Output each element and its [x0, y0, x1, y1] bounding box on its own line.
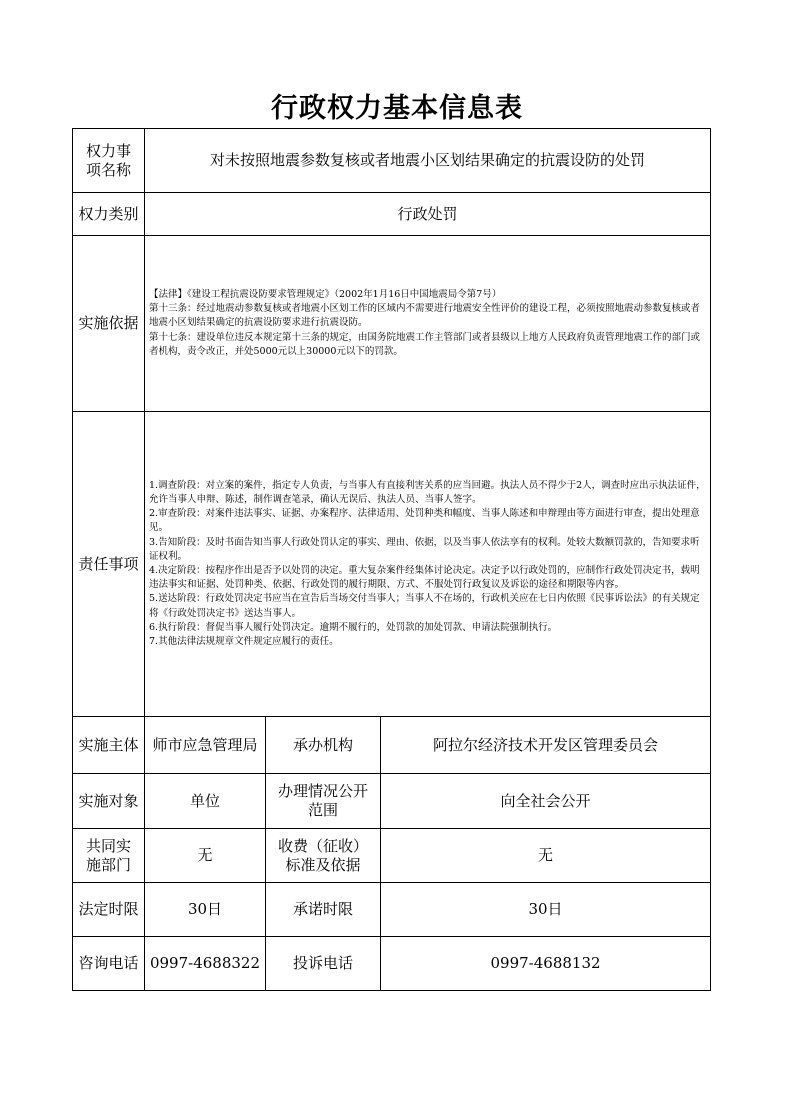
responsibility-line: 3.告知阶段：及时书面告知当事人行政处罚认定的事实、理由、依据，以及当事人依法享有的权利。处较大数额罚款的，告知要求听证权利。 [149, 536, 700, 562]
row-joint [73, 829, 711, 883]
value-fee: 无 [381, 829, 711, 883]
responsibility-line: 6.执行阶段：督促当事人履行处罚决定。逾期不履行的，处罚款的加处罚款、申请法院强制执行。 [149, 621, 558, 633]
basis-line: 【法律】《建设工程抗震设防要求管理规定》（2002年1月16日中国地震局令第7号） [149, 288, 502, 300]
value-complaint-phone: 0997-4688132 [381, 937, 711, 991]
value-promise-time: 30日 [381, 883, 711, 937]
value-consult-phone: 0997-4688322 [145, 937, 266, 991]
label-fee: 收费（征收）标准及依据 [266, 829, 381, 883]
value-power-type: 行政处罚 [145, 193, 711, 236]
responsibility-line: 4.决定阶段：按程序作出是否予以处罚的决定。重大复杂案件经集体讨论决定。决定予以行政处罚的，应制作行政处罚决定书，载明违法事实和证据、处罚种类、依据、行政处罚的履行期限、方式、不服处罚行政复议及诉讼的途径和期限等内容。 [149, 565, 700, 591]
value-target: 单位 [145, 774, 266, 829]
label-basis: 实施依据 [73, 236, 145, 412]
row-target [73, 774, 711, 829]
label-time-limit: 法定时限 [73, 883, 145, 937]
label-joint: 共同实施部门 [73, 829, 145, 883]
value-subject: 师市应急管理局 [145, 717, 266, 774]
basis-line: 第十七条：建设单位违反本规定第十三条的规定，由国务院地震工作主管部门或者县级以上地方人民政府负责管理地震工作的部门或者机构，责令改正，并处5000元以上30000元以下的罚款。 [149, 331, 701, 357]
value-responsibility [145, 412, 711, 717]
label-power-name: 权力事项名称 [73, 129, 145, 193]
row-power-type [73, 193, 711, 236]
label-promise-time: 承诺时限 [266, 883, 381, 937]
label-subject: 实施主体 [73, 717, 145, 774]
responsibility-line: 2.审查阶段：对案件违法事实、证据、办案程序、法律适用、处罚种类和幅度、当事人陈述和申辩理由等方面进行审查，提出处理意见。 [149, 508, 700, 534]
label-disclosure: 办理情况公开范围 [266, 774, 381, 829]
label-complaint-phone: 投诉电话 [266, 937, 381, 991]
value-time-limit: 30日 [145, 883, 266, 937]
label-target: 实施对象 [73, 774, 145, 829]
responsibility-line: 7.其他法律法规规章文件规定应履行的责任。 [149, 636, 339, 648]
label-responsibility: 责任事项 [73, 412, 145, 717]
row-responsibility [73, 412, 711, 717]
value-power-name: 对未按照地震参数复核或者地震小区划结果确定的抗震设防的处罚 [145, 129, 711, 193]
label-power-type: 权力类别 [73, 193, 145, 236]
page-title: 行政权力基本信息表 [271, 93, 523, 124]
row-power-name [73, 129, 711, 193]
row-phone [73, 937, 711, 991]
row-time-limit [73, 883, 711, 937]
value-joint: 无 [145, 829, 266, 883]
label-consult-phone: 咨询电话 [73, 937, 145, 991]
row-basis [73, 236, 711, 412]
basis-line: 第十三条：经过地震动参数复核或者地震小区划工作的区域内不需要进行地震安全性评价的建设工程，必须按照地震动参数复核或者地震小区划结果确定的抗震设防要求进行抗震设防。 [149, 303, 701, 329]
value-disclosure: 向全社会公开 [381, 774, 711, 829]
responsibility-line: 5.送达阶段：行政处罚决定书应当在宣告后当场交付当事人；当事人不在场的，行政机关应在七日内依照《民事诉讼法》的有关规定将《行政处罚决定书》送达当事人。 [149, 593, 700, 619]
value-agency: 阿拉尔经济技术开发区管理委员会 [381, 717, 711, 774]
label-agency: 承办机构 [266, 717, 381, 774]
value-basis [145, 236, 711, 412]
info-table [72, 128, 711, 991]
responsibility-line: 1.调查阶段：对立案的案件，指定专人负责，与当事人有直接利害关系的应当回避。执法人员不得少于2人，调查时应出示执法证件，允许当事人申辩、陈述，制作调查笔录，确认无误后、执法人员、当事人签字。 [149, 479, 706, 505]
row-subject [73, 717, 711, 774]
